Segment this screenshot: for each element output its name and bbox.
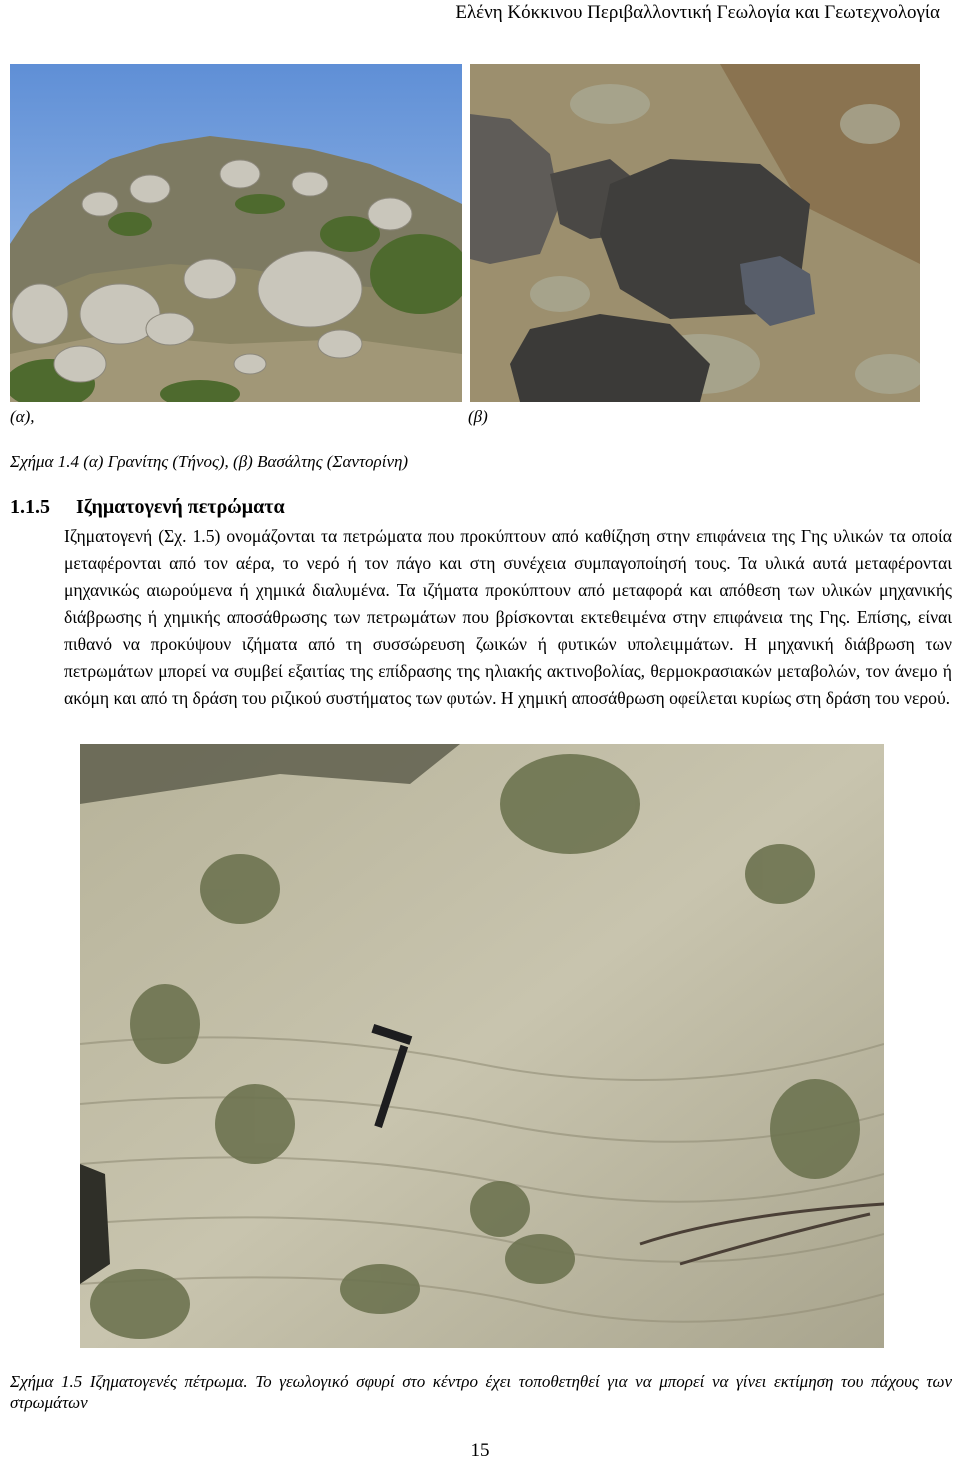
figure-label-b: (β) [468,407,488,426]
body-paragraph [10,523,952,712]
photo-basalt [470,64,920,402]
figure-caption-1-4: Σχήμα 1.4 (α) Γρανίτης (Τήνος), (β) Βασάλτης (Σαντορίνη) [10,452,409,471]
figure-caption-1-5 [10,1371,952,1413]
photo-granite [10,64,462,402]
section-heading [10,496,285,519]
caption-text: Σχήμα 1.5 Ιζηματογενές πέτρωμα. Το γεωλογικό σφυρί στο κέντρο έχει τοποθετηθεί για να μπορεί να γίνει εκτίμηση του πάχους των στρωμάτων [10,1372,952,1412]
photo-sedimentary-rock [80,744,884,1348]
section-title: Ιζηματογενή πετρώματα [76,496,285,518]
running-header: Ελένη Κόκκινου Περιβαλλοντική Γεωλογία και Γεωτεχνολογία [455,2,940,23]
page-number: 15 [470,1440,490,1461]
figure-label-a: (α), [10,407,35,426]
paragraph-text: Ιζηματογενή (Σχ. 1.5) ονομάζονται τα πετρώματα που προκύπτουν από καθίζηση στην επιφάνεια της Γης υλικών τα οποία μεταφέρονται από τον αέρα, το νερό ή τον πάγο και στη συνέχεια συμπαγοποίησή τους. Τα υλικά αυτά μεταφέρονται μηχανικώς αιωρούμενα ή χημικά διαλυμένα. Τα ιζήματα προκύπτουν από μεταφορά και απόθεση των υλικών μηχανικής διάβρωσης ή χημικής αποσάθρωσης των πετρωμάτων που βρίσκονται εκτεθειμένα στην επιφάνεια της Γης. Επίσης, είναι πιθανό να προκύψουν ιζήματα από τη συσσώρευση ζωικών ή φυτικών υπολειμμάτων. Η μηχανική διάβρωση των πετρωμάτων μπορεί να συμβεί εξαιτίας της επίδρασης της ηλιακής ακτινοβολίας, θερμοκρασιακών μεταβολών, τον άνεμο ή ακόμη και από τη δράση του ριζικού συστήματος των φυτών. Η χημική αποσάθρωση οφείλεται κυρίως στη δράση του νερού. [64,526,952,708]
section-number: 1.1.5 [10,496,50,518]
